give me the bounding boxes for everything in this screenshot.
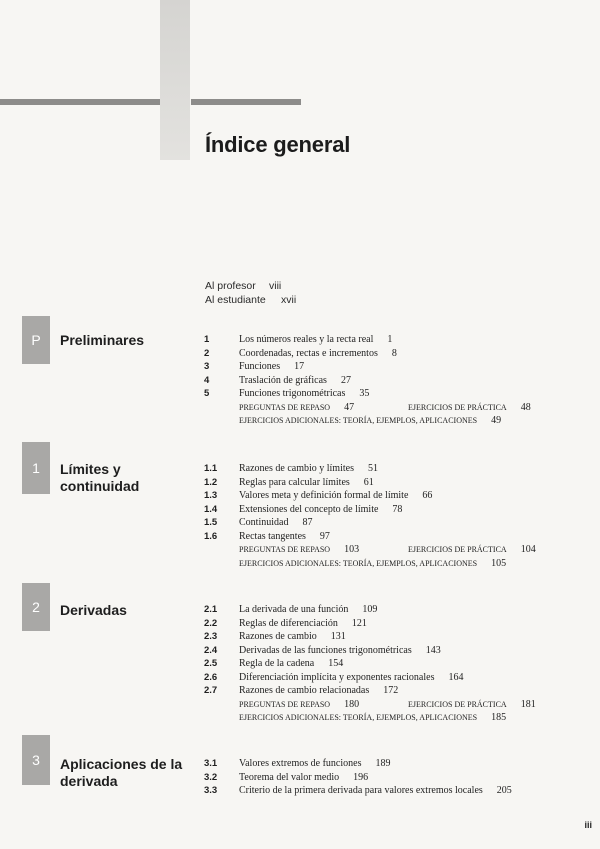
chapter-title[interactable]: Derivadas [60,602,127,618]
toc-entry[interactable] [204,503,574,517]
section-title: Teorema del valor medio [239,771,340,783]
toc-entry[interactable] [204,684,574,698]
extra-page: 185 [491,712,507,723]
page-title: Índice general [205,132,351,157]
review-row [204,401,574,415]
review-row [204,698,574,712]
section-number: 2.1 [204,604,218,615]
section-page: 87 [302,517,313,528]
extra-page: 49 [491,415,502,426]
section-list [204,462,574,570]
practice-page: 104 [520,544,536,555]
section-page: 205 [496,785,512,796]
practice-page: 181 [520,698,536,710]
review-label: PREGUNTAS DE REPASO [239,402,331,412]
section-title: Rectas tangentes [239,530,306,542]
section-title: Reglas de diferenciación [239,617,338,629]
section-number: 3.3 [204,785,218,796]
section-title: Razones de cambio y límites [239,463,354,474]
toc-entry[interactable] [204,476,574,490]
chapter-badge: 3 [22,735,50,785]
section-number: 4 [204,374,210,386]
section-title: Criterio de la primera derivada para valores extremos locales [239,785,483,796]
chapter-title[interactable]: Límites y continuidad [60,461,140,494]
section-number: 2.6 [204,671,218,683]
review-label: PREGUNTAS DE REPASO [239,699,331,709]
section-page: 154 [328,658,344,669]
section-title: Valores extremos de funciones [239,758,362,769]
section-number: 2 [204,347,210,359]
toc-entry[interactable] [204,784,574,798]
header-rule-left [0,99,160,105]
section-title: Continuidad [239,517,289,528]
section-number: 1.4 [204,503,218,515]
section-title: Regla de la cadena [239,658,315,669]
toc-entry[interactable] [204,657,574,671]
practice-exercises[interactable] [408,543,536,557]
toc-entry[interactable] [204,771,574,785]
section-number: 1 [204,334,210,345]
chapter-title[interactable]: Preliminares [60,332,145,348]
front-matter-item[interactable] [205,293,296,307]
toc-entry[interactable] [204,630,574,644]
toc-entry[interactable] [204,387,574,401]
section-page: 196 [353,771,369,783]
section-title: La derivada de una función [239,604,349,615]
section-number: 2.5 [204,658,218,669]
toc-entry[interactable] [204,530,574,544]
section-number: 3 [204,361,210,372]
toc-entry[interactable] [204,603,574,617]
section-list [204,333,574,428]
section-title: Razones de cambio relacionadas [239,685,370,696]
front-matter [205,279,296,307]
review-row [204,543,574,557]
section-page: 1 [387,334,393,345]
toc-entry[interactable] [204,489,574,503]
section-number: 2.3 [204,631,218,642]
review-page: 180 [344,698,360,710]
toc-entry[interactable] [204,333,574,347]
practice-label: EJERCICIOS DE PRÁCTICA [408,699,507,709]
section-page: 61 [363,476,374,488]
section-title: Valores meta y definición formal de límite [239,490,409,501]
section-title: Razones de cambio [239,631,317,642]
section-number: 1.3 [204,490,218,501]
toc-entry[interactable] [204,374,574,388]
section-number: 2.7 [204,685,218,696]
practice-page: 48 [520,401,531,413]
section-page: 109 [362,604,378,615]
section-title: Diferenciación implícita y exponentes racionales [239,671,435,683]
section-number: 1.5 [204,517,218,528]
practice-label: EJERCICIOS DE PRÁCTICA [408,402,507,412]
section-page: 164 [448,671,464,683]
additional-exercises[interactable] [204,414,574,428]
header-rule-right [191,99,301,105]
front-matter-page: xvii [281,294,297,306]
section-number: 2.2 [204,617,218,629]
section-page: 131 [330,631,346,642]
review-page: 103 [344,544,360,555]
section-page: 78 [392,503,403,515]
section-page: 8 [391,347,397,359]
chapter-badge: 2 [22,583,50,631]
front-matter-label: Al profesor [205,280,256,292]
section-title: Funciones trigonométricas [239,388,346,399]
front-matter-label: Al estudiante [205,294,266,306]
section-page: 172 [383,685,399,696]
section-number: 1.6 [204,530,218,542]
header-grey-column [160,0,190,160]
section-page: 17 [294,361,305,372]
section-page: 27 [340,374,351,386]
front-matter-page: viii [269,280,282,292]
extra-label: EJERCICIOS ADICIONALES: TEORÍA, EJEMPLOS, APLICACIONES [239,713,478,722]
additional-exercises[interactable] [204,557,574,571]
section-title: Coordenadas, rectas e incrementos [239,347,378,359]
section-title: Funciones [239,361,281,372]
extra-label: EJERCICIOS ADICIONALES: TEORÍA, EJEMPLOS, APLICACIONES [239,558,478,568]
section-page: 66 [422,490,433,501]
toc-entry[interactable] [204,644,574,658]
section-number: 3.2 [204,771,218,783]
section-title: Los números reales y la recta real [239,334,374,345]
practice-exercises[interactable] [408,401,531,415]
section-number: 1.1 [204,463,218,474]
section-title: Derivadas de las funciones trigonométricas [239,644,412,656]
extra-label: EJERCICIOS ADICIONALES: TEORÍA, EJEMPLOS, APLICACIONES [239,416,478,425]
page-number: iii [584,820,592,830]
section-title: Reglas para calcular límites [239,476,350,488]
front-matter-item[interactable] [205,279,296,293]
extra-page: 105 [491,557,507,569]
section-number: 2.4 [204,644,218,656]
section-number: 3.1 [204,758,218,769]
section-page: 143 [425,644,441,656]
section-title: Extensiones del concepto de límite [239,503,379,515]
section-page: 51 [367,463,378,474]
section-page: 189 [375,758,391,769]
toc-entry[interactable] [204,360,574,374]
section-page: 35 [359,388,370,399]
chapter-title[interactable]: Aplicaciones de la derivada [60,756,183,789]
additional-exercises[interactable] [204,711,574,725]
section-title: Traslación de gráficas [239,374,327,386]
review-questions[interactable] [239,698,359,712]
review-label: PREGUNTAS DE REPASO [239,545,331,554]
toc-entry[interactable] [204,671,574,685]
section-number: 1.2 [204,476,218,488]
toc-entry[interactable] [204,757,574,771]
toc-entry[interactable] [204,462,574,476]
practice-label: EJERCICIOS DE PRÁCTICA [408,545,507,554]
section-number: 5 [204,388,210,399]
practice-exercises[interactable] [408,698,536,712]
toc-entry[interactable] [204,347,574,361]
review-page: 47 [344,401,355,413]
toc-entry[interactable] [204,617,574,631]
chapter-badge: P [22,316,50,364]
section-page: 121 [351,617,367,629]
section-page: 97 [319,530,330,542]
review-questions[interactable] [239,401,354,415]
section-list [204,757,574,798]
toc-entry[interactable] [204,516,574,530]
chapter-badge: 1 [22,442,50,494]
review-questions[interactable] [239,543,359,557]
section-list [204,603,574,725]
